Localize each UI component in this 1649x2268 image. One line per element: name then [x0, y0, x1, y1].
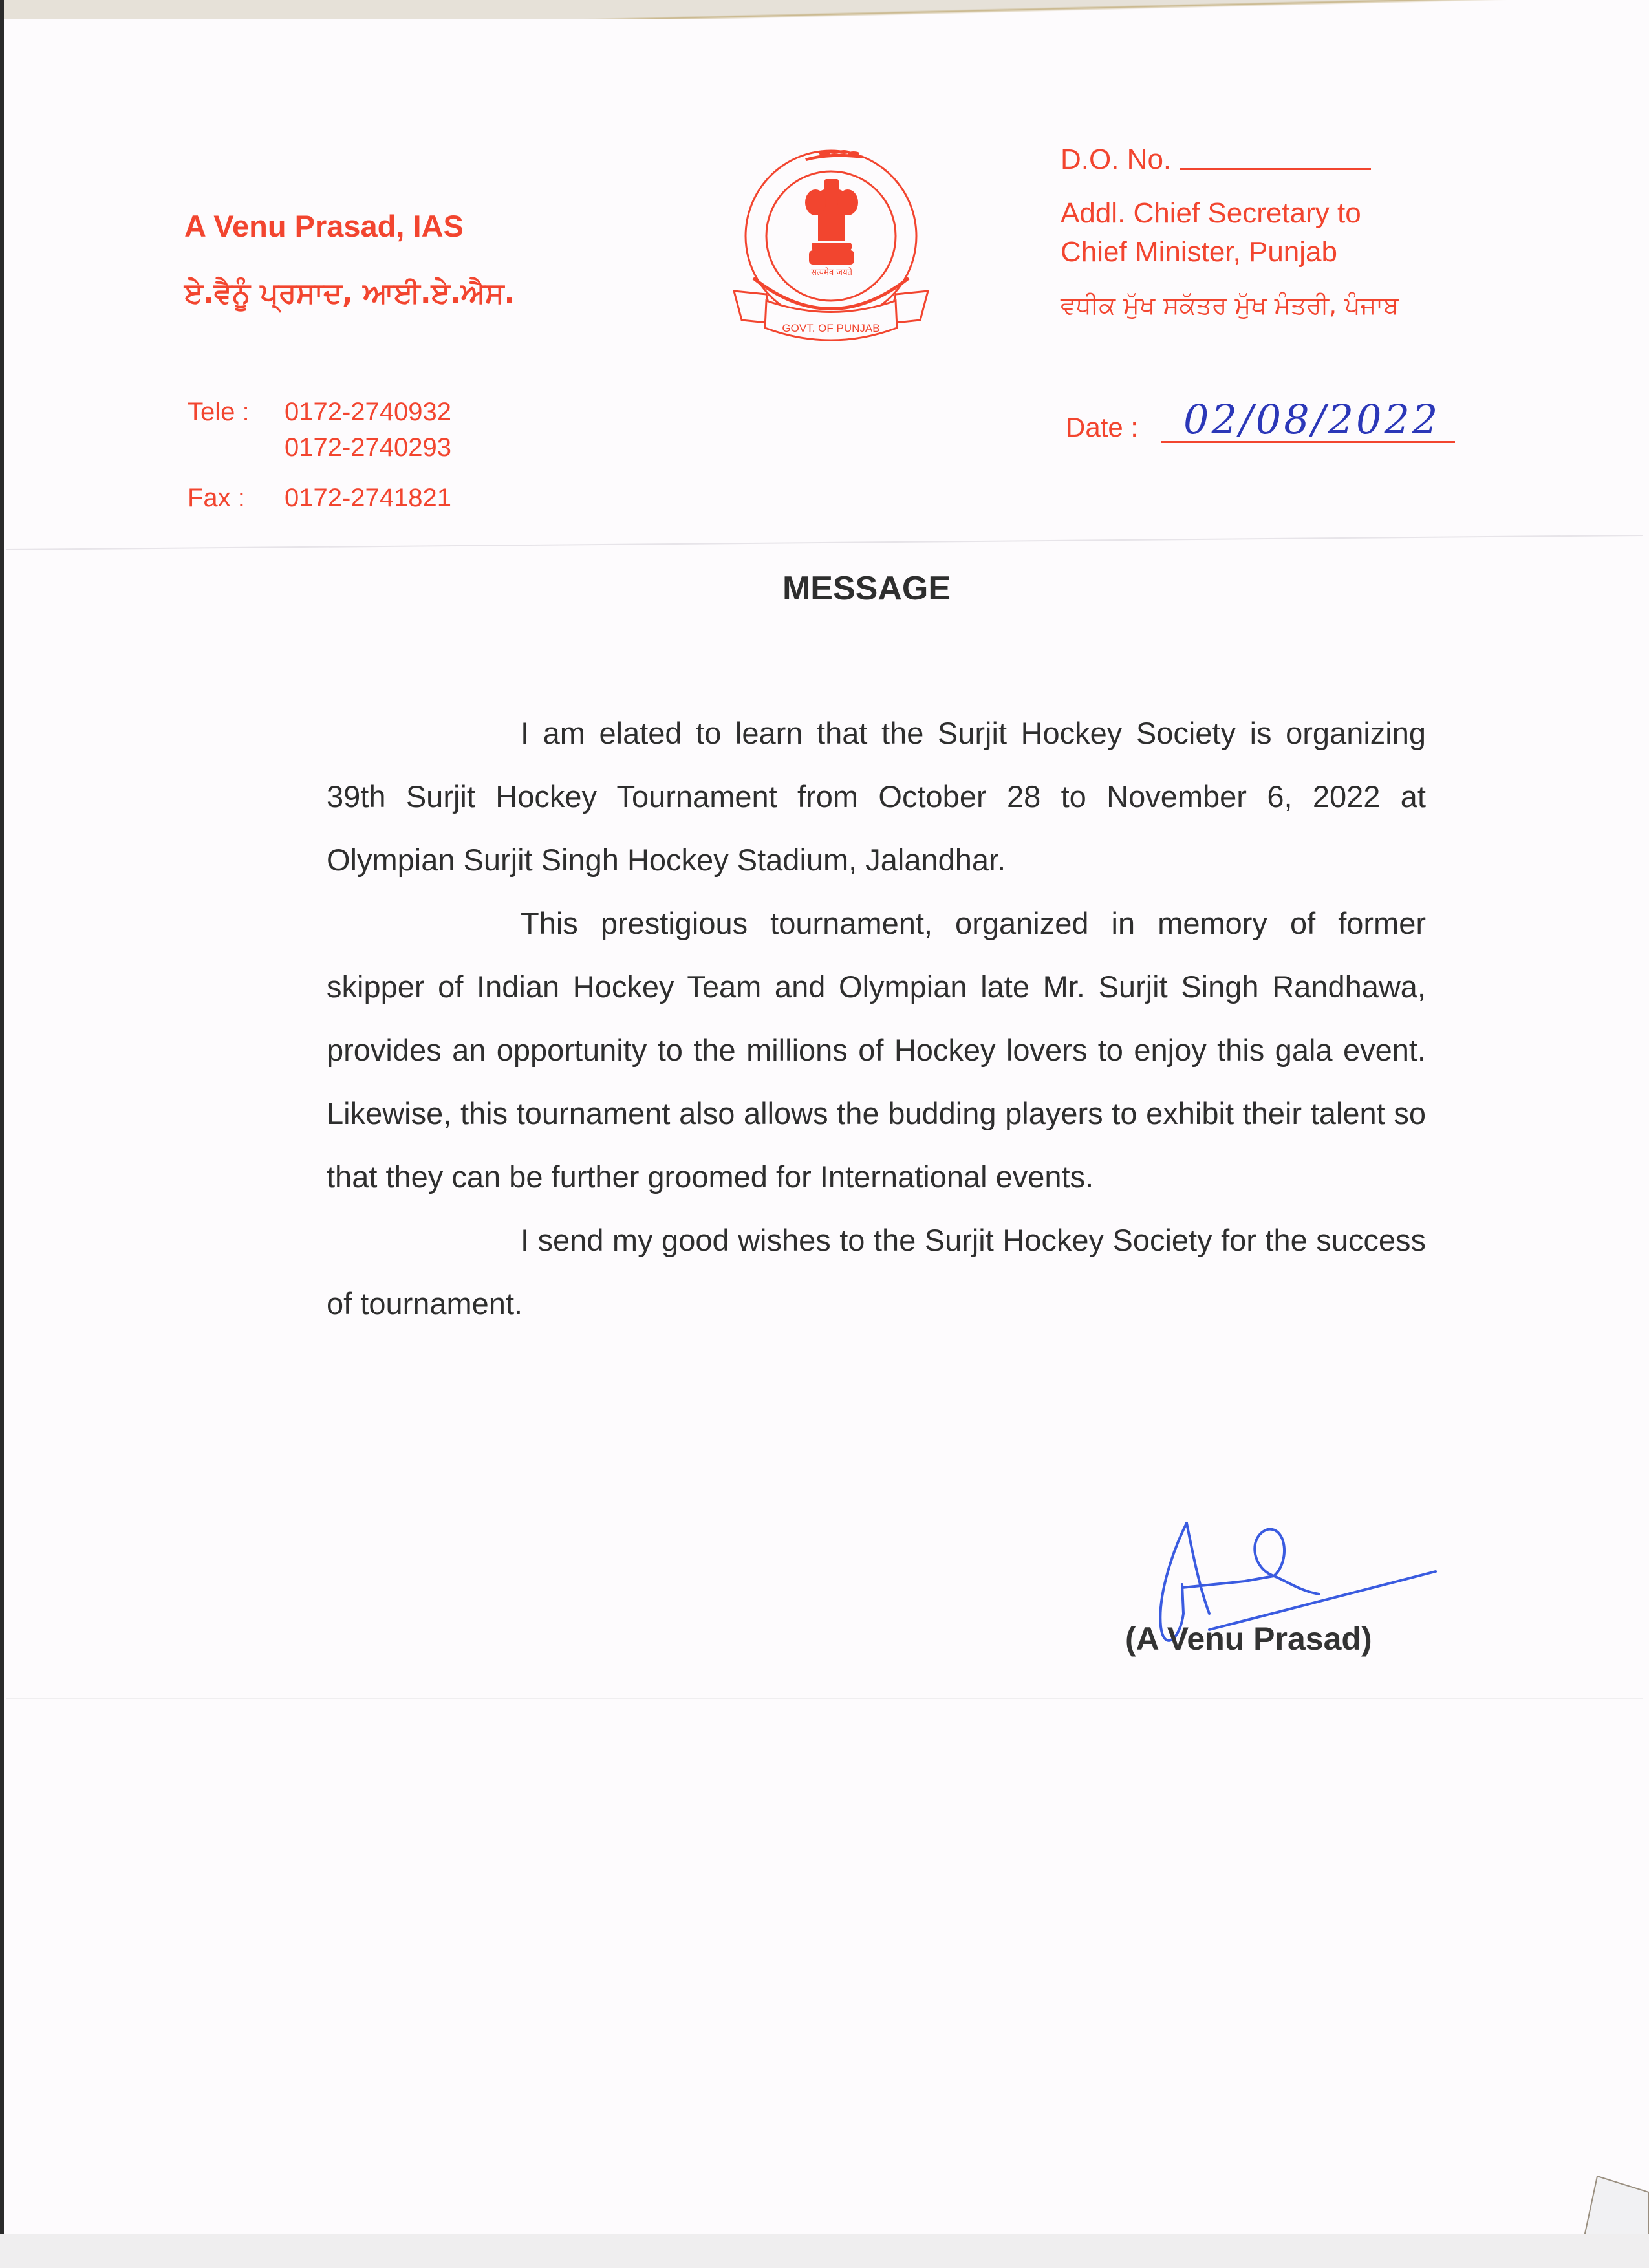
message-body: [327, 702, 1426, 1335]
fold-line: [6, 535, 1643, 550]
tele-number-2: 0172-2740293: [285, 433, 452, 462]
message-paragraph-1: I am elated to learn that the Surjit Hockey Society is organizing 39th Surjit Hockey Tournament from October 28 to November 6, 2022 at Olympian Surjit Singh Hockey Stadium, Jalandhar.: [327, 716, 1426, 877]
tele-number-1: 0172-2740932: [285, 398, 452, 426]
do-number-label: D.O. No.: [1061, 144, 1172, 175]
message-paragraph-2: This prestigious tournament, organized in memory of former skipper of Indian Hockey Team and Olympian late Mr. Surjit Singh Randhawa, provides an opportunity to the millions of Hockey lovers to enjoy this gala event. Likewise, this tournament also allows the budding players to exhibit their talent so that they can be further groomed for International events.: [327, 906, 1426, 1194]
officer-name-punjabi: ਏ.ਵੈਨੂੰ ਪ੍ਰਸਾਦ, ਆਈ.ਏ.ਐਸ.: [184, 277, 515, 310]
designation-line-2: Chief Minister, Punjab: [1061, 236, 1337, 268]
fold-line: [6, 1698, 1643, 1699]
fax-label: Fax :: [188, 484, 245, 512]
lion-capital-icon: [805, 179, 858, 265]
designation: [1061, 194, 1361, 272]
designation-punjabi: ਵਧੀਕ ਮੁੱਖ ਸਕੱਤਰ ਮੁੱਖ ਮੰਤਰੀ, ਪੰਜਾਬ: [1061, 291, 1399, 319]
emblem-motto: सत्यमेव जयते: [811, 268, 852, 277]
scan-edge: [0, 0, 1649, 19]
scan-bottom-edge: [0, 2234, 1649, 2268]
tele-row-2: [188, 433, 451, 462]
signatory-name: (A Venu Prasad): [1125, 1621, 1372, 1657]
do-number-blank: [1180, 168, 1371, 170]
message-title: MESSAGE: [782, 570, 951, 607]
officer-name: A Venu Prasad, IAS: [184, 209, 464, 243]
tele-label: Tele :: [188, 398, 250, 426]
fax-number: 0172-2741821: [285, 484, 452, 512]
govt-of-punjab-emblem: [727, 139, 934, 352]
fax-row: [188, 484, 451, 513]
designation-line-1: Addl. Chief Secretary to: [1061, 197, 1361, 229]
scan-border: [0, 0, 4, 2268]
message-paragraph-3: I send my good wishes to the Surjit Hockey Society for the success of tournament.: [327, 1223, 1426, 1321]
tele-row-1: [188, 398, 451, 427]
do-number-field: [1061, 144, 1371, 176]
emblem-banner: GOVT. OF PUNJAB: [782, 322, 880, 334]
date-label: Date :: [1066, 412, 1139, 442]
handwritten-date: 02/08/2022: [1183, 396, 1441, 443]
